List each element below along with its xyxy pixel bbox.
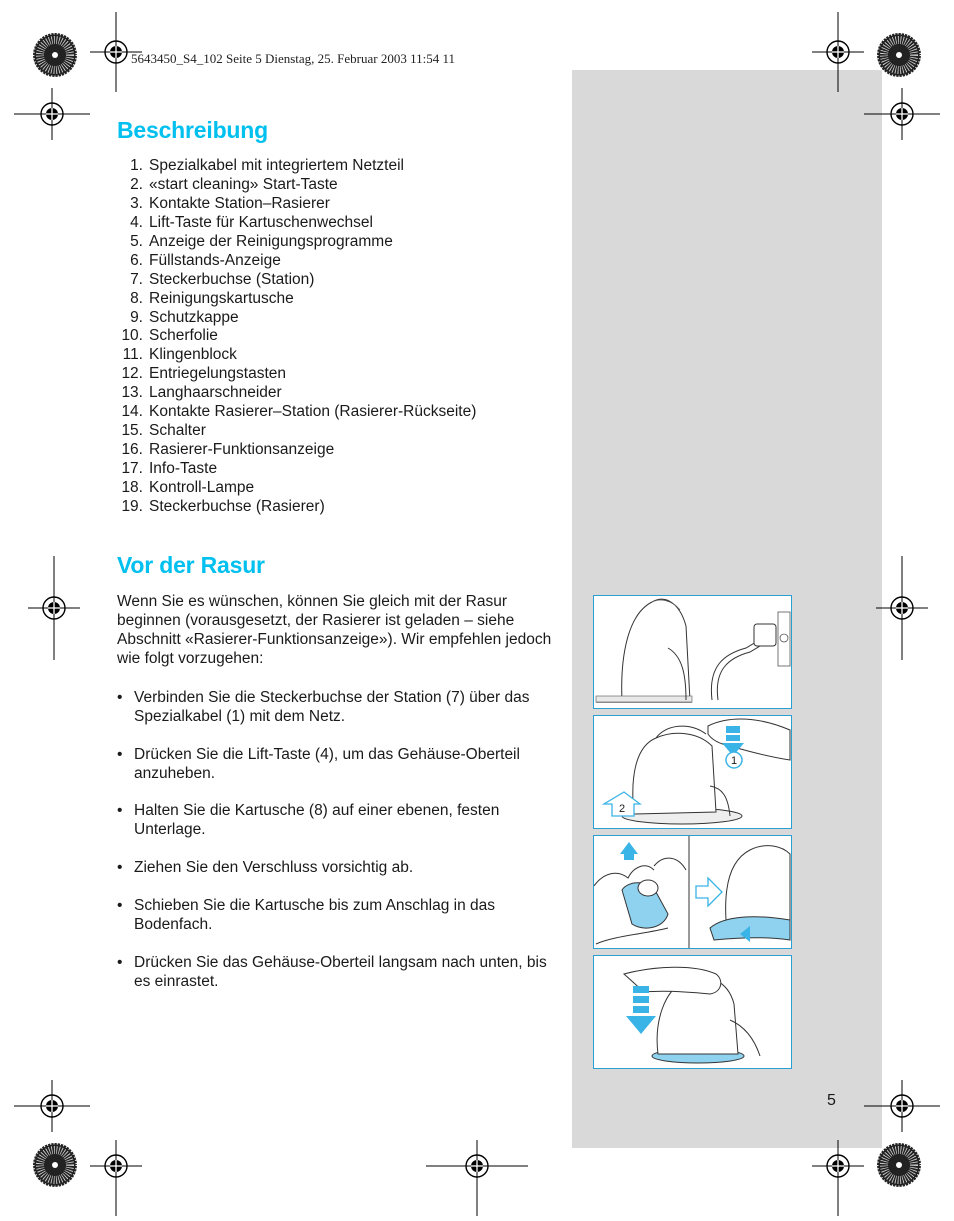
bullet-point-icon: • xyxy=(117,802,123,819)
parts-item-text: Füllstands-Anzeige xyxy=(149,251,281,269)
parts-item-text: Klingenblock xyxy=(149,346,237,364)
step-text: Verbinden Sie die Steckerbuchse der Station (7) über das Spezialkabel (1) mit dem Netz. xyxy=(134,689,530,725)
parts-list-item xyxy=(100,290,476,309)
parts-item-text: Info-Taste xyxy=(149,460,218,477)
parts-list-item xyxy=(100,176,476,195)
parts-list-item xyxy=(100,309,476,328)
figure-step-label-1: 1 xyxy=(730,755,738,767)
step-text: Drücken Sie die Lift-Taste (4), um das Gehäuse-Oberteil anzuheben. xyxy=(134,746,520,782)
parts-item-text: «start cleaning» Start-Taste xyxy=(149,175,338,193)
parts-list xyxy=(100,157,476,517)
parts-list-item xyxy=(100,422,476,441)
step-list-item xyxy=(117,688,557,726)
registration-crosshair-mark xyxy=(864,1080,940,1132)
registration-crosshair-mark xyxy=(812,12,864,92)
parts-item-text: Reinigungskartusche xyxy=(149,289,294,307)
starburst-target-mark xyxy=(876,32,922,78)
parts-item-number: 5. xyxy=(130,232,143,250)
parts-item-number: 10. xyxy=(121,327,143,345)
parts-item-text: Langhaarschneider xyxy=(149,384,282,402)
bullet-point-icon: • xyxy=(117,954,123,971)
parts-item-text: Schutzkappe xyxy=(149,308,239,326)
section-heading-beschreibung: Beschreibung xyxy=(117,117,268,143)
parts-item-number: 9. xyxy=(130,308,143,326)
bullet-point-icon: • xyxy=(117,689,123,706)
parts-list-item xyxy=(100,346,476,365)
parts-list-item xyxy=(100,460,476,479)
parts-list-item xyxy=(100,365,476,384)
step-list-item xyxy=(117,953,557,991)
illustration-plug-in-station xyxy=(593,595,792,709)
parts-item-number: 12. xyxy=(121,365,143,383)
bullet-point-icon: • xyxy=(117,859,123,876)
step-text: Schieben Sie die Kartusche bis zum Anschlag in das Bodenfach. xyxy=(134,897,496,933)
parts-item-number: 15. xyxy=(121,422,143,440)
step-text: Ziehen Sie den Verschluss vorsichtig ab. xyxy=(134,859,414,876)
step-text: Halten Sie die Kartusche (8) auf einer ebenen, festen Unterlage. xyxy=(134,802,500,838)
parts-item-text: Kontroll-Lampe xyxy=(149,478,255,496)
parts-item-text: Rasierer-Funktionsanzeige xyxy=(149,441,335,459)
parts-item-number: 11. xyxy=(122,346,143,364)
parts-item-text: Anzeige der Reinigungsprogramme xyxy=(149,232,393,250)
step-list-item xyxy=(117,801,557,839)
parts-item-text: Kontakte Station–Rasierer xyxy=(149,194,330,212)
parts-list-item xyxy=(100,195,476,214)
parts-item-text: Spezialkabel mit integriertem Netzteil xyxy=(149,157,404,174)
parts-item-number: 8. xyxy=(130,289,143,307)
bullet-point-icon: • xyxy=(117,746,123,763)
print-job-header: 5643450_S4_102 Seite 5 Dienstag, 25. Februar 2003 11:54 11 xyxy=(131,51,456,66)
bullet-point-icon: • xyxy=(117,897,123,914)
parts-item-number: 1. xyxy=(130,157,143,174)
starburst-target-mark xyxy=(876,1142,922,1188)
parts-item-text: Kontakte Rasierer–Station (Rasierer-Rückseite) xyxy=(149,403,477,421)
parts-list-item xyxy=(100,441,476,460)
parts-list-item xyxy=(100,479,476,498)
registration-crosshair-mark xyxy=(14,1080,90,1132)
parts-item-number: 3. xyxy=(130,194,143,212)
parts-item-number: 18. xyxy=(121,478,143,496)
registration-crosshair-mark xyxy=(90,1140,142,1216)
parts-item-number: 6. xyxy=(130,251,143,269)
parts-list-item xyxy=(100,403,476,422)
starburst-target-mark xyxy=(32,1142,78,1188)
step-list-item xyxy=(117,858,557,877)
parts-item-text: Entriegelungstasten xyxy=(149,365,287,383)
parts-list-item xyxy=(100,214,476,233)
intro-paragraph: Wenn Sie es wünschen, können Sie gleich mit der Rasur beginnen (vorausgesetzt, der Rasierer ist geladen – siehe Abschnitt «Rasierer-Funktionsanzeige»). Wir empfehlen jedoch wie folgt vorzugehen: xyxy=(117,593,552,667)
parts-item-number: 16. xyxy=(121,441,143,459)
registration-crosshair-mark xyxy=(864,88,940,140)
parts-item-text: Scherfolie xyxy=(149,327,218,345)
page-number: 5 xyxy=(827,1092,836,1109)
section-heading-vor-der-rasur: Vor der Rasur xyxy=(117,552,265,578)
registration-crosshair-mark xyxy=(812,1140,864,1216)
illustration-press-lift-button xyxy=(593,715,792,829)
illustration-insert-cartridge xyxy=(593,835,792,949)
parts-list-item xyxy=(100,384,476,403)
registration-crosshair-mark xyxy=(28,556,80,660)
figure-step-label-2: 2 xyxy=(618,803,626,815)
step-list-item xyxy=(117,896,557,934)
parts-item-number: 14. xyxy=(121,403,143,421)
parts-item-number: 13. xyxy=(121,384,143,402)
registration-crosshair-mark xyxy=(14,88,90,140)
parts-item-text: Lift-Taste für Kartuschenwechsel xyxy=(149,213,373,231)
step-list-item xyxy=(117,745,557,783)
parts-list-item xyxy=(100,271,476,290)
parts-list-item xyxy=(100,233,476,252)
parts-item-text: Schalter xyxy=(149,422,206,440)
registration-crosshair-mark xyxy=(876,556,928,660)
registration-crosshair-mark xyxy=(426,1140,528,1216)
parts-item-number: 4. xyxy=(130,213,143,231)
illustration-press-housing-down xyxy=(593,955,792,1069)
parts-list-item xyxy=(100,327,476,346)
step-text: Drücken Sie das Gehäuse-Oberteil langsam nach unten, bis es einrastet. xyxy=(134,954,547,990)
parts-item-number: 2. xyxy=(130,175,143,193)
parts-item-number: 7. xyxy=(130,270,143,288)
starburst-target-mark xyxy=(32,32,78,78)
parts-list-item xyxy=(100,252,476,271)
parts-item-number: 17. xyxy=(121,460,143,477)
parts-list-item xyxy=(100,157,476,176)
parts-item-text: Steckerbuchse (Rasierer) xyxy=(149,497,325,515)
parts-item-number: 19. xyxy=(121,497,143,515)
parts-list-item xyxy=(100,498,476,517)
parts-item-text: Steckerbuchse (Station) xyxy=(149,270,315,288)
